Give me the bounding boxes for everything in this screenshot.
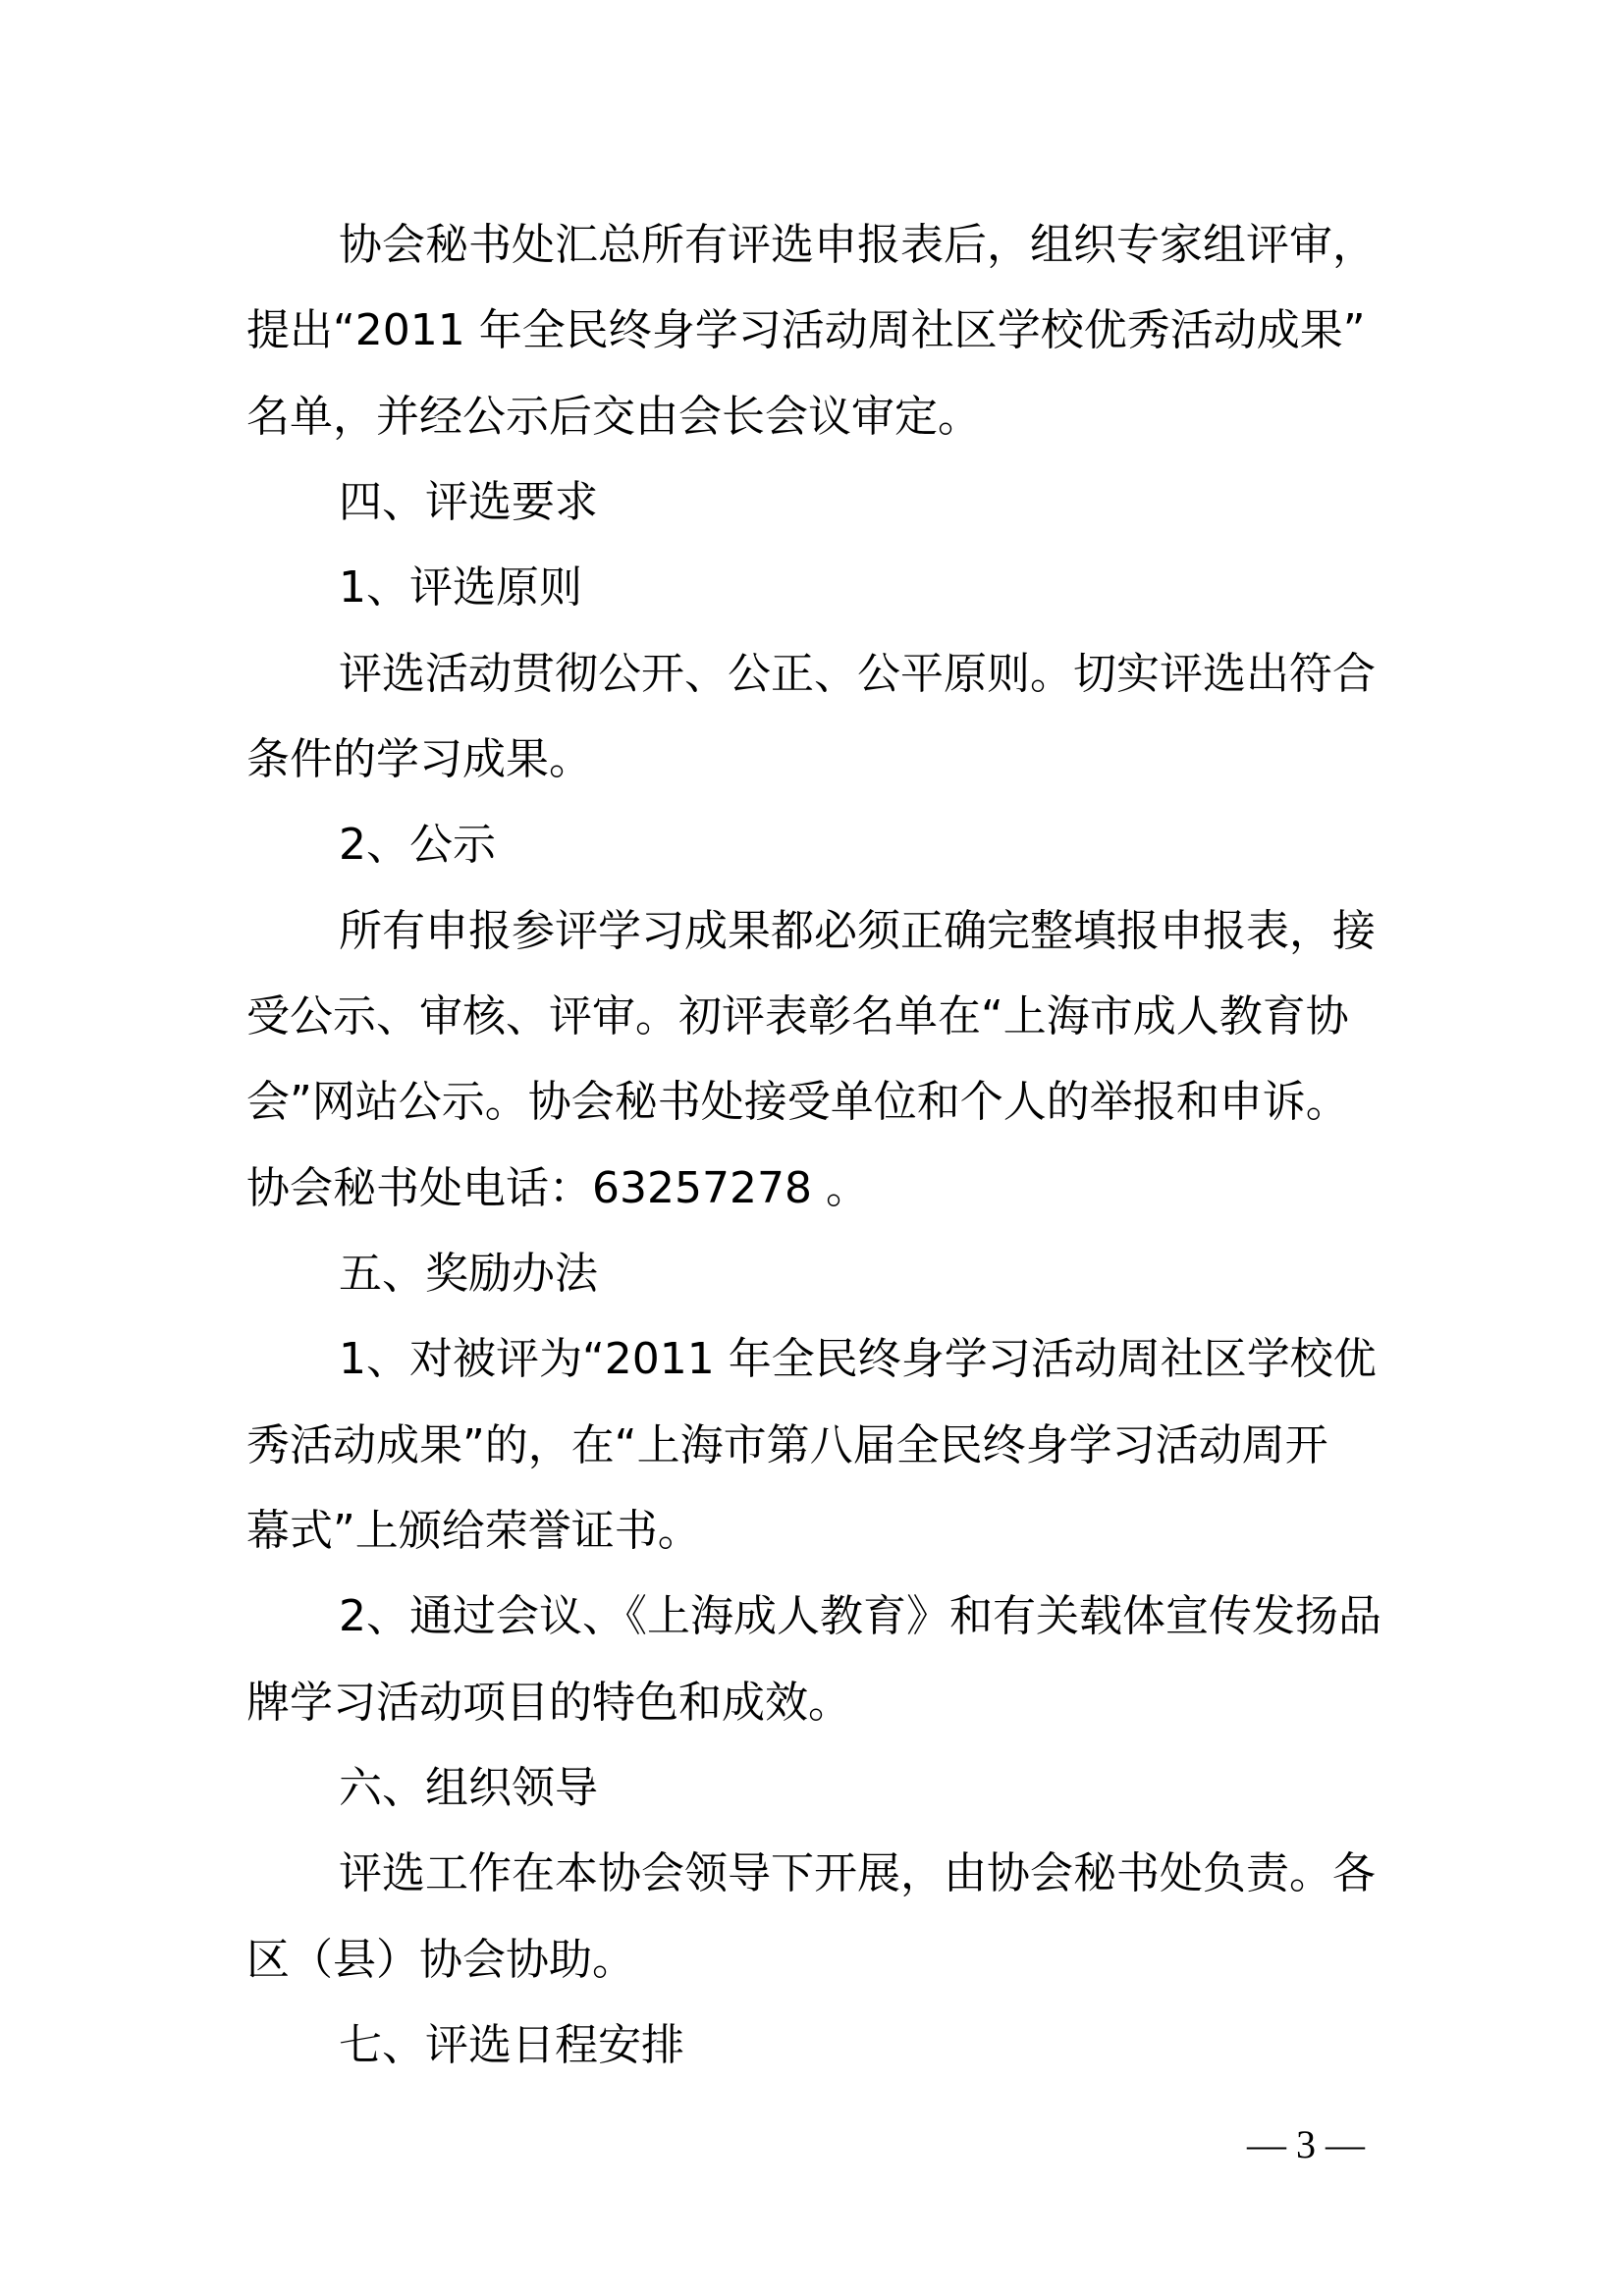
paragraph-text: 协会秘书处汇总所有评选申报表后，组织专家组评审， <box>339 220 1376 270</box>
paragraph-line <box>0 1840 1624 1908</box>
section-heading <box>0 1240 1624 1308</box>
paragraph-text: 协会秘书处电话：63257278 。 <box>246 1163 869 1213</box>
heading-text: 七、评选日程安排 <box>339 2020 684 2070</box>
paragraph-text: 条件的学习成果。 <box>246 734 592 784</box>
section-heading <box>0 1754 1624 1823</box>
paragraph-line <box>0 1669 1624 1737</box>
paragraph-line <box>0 725 1624 794</box>
paragraph-text: 会”网站公示。协会秘书处接受单位和个人的举报和申诉。 <box>246 1077 1349 1127</box>
paragraph-text: 评选活动贯彻公开、公正、公平原则。切实评选出符合 <box>339 649 1376 699</box>
paragraph-line <box>0 1926 1624 1995</box>
section-heading <box>0 468 1624 537</box>
paragraph-text: 名单，并经公示后交由会长会议审定。 <box>246 392 981 442</box>
paragraph-text: 区（县）协会协助。 <box>246 1935 635 1985</box>
paragraph-line <box>0 1412 1624 1480</box>
paragraph-line <box>0 1068 1624 1137</box>
paragraph-text: 牌学习活动项目的特色和成效。 <box>246 1678 851 1728</box>
paragraph-text: 所有申报参评学习成果都必须正确完整填报申报表，接 <box>339 906 1376 956</box>
paragraph-line <box>0 383 1624 452</box>
paragraph-line <box>0 897 1624 966</box>
paragraph-text: 1、对被评为“2011 年全民终身学习活动周社区学校优 <box>339 1334 1377 1384</box>
paragraph-line <box>0 1582 1624 1651</box>
paragraph-text: 秀活动成果”的，在“上海市第八届全民终身学习活动周开 <box>246 1420 1328 1470</box>
paragraph-line <box>0 296 1624 365</box>
paragraph-line <box>0 983 1624 1051</box>
heading-text: 2、公示 <box>339 820 496 870</box>
paragraph-text: 受公示、审核、评审。初评表彰名单在“上海市成人教育协 <box>246 991 1349 1041</box>
paragraph-line <box>0 1154 1624 1223</box>
heading-text: 五、奖励办法 <box>339 1249 598 1299</box>
paragraph-line <box>0 1497 1624 1566</box>
paragraph-text: 提出“2011 年全民终身学习活动周社区学校优秀活动成果” <box>246 305 1366 355</box>
page-number: — 3 — <box>1247 2122 1365 2166</box>
subsection-heading <box>0 554 1624 622</box>
heading-text: 六、组织领导 <box>339 1763 598 1813</box>
section-heading <box>0 2011 1624 2080</box>
paragraph-line <box>0 1325 1624 1394</box>
paragraph-line <box>0 640 1624 709</box>
paragraph-text: 评选工作在本协会领导下开展，由协会秘书处负责。各 <box>339 1848 1376 1898</box>
heading-text: 1、评选原则 <box>339 562 582 613</box>
paragraph-text: 幕式”上颁给荣誉证书。 <box>246 1506 701 1556</box>
subsection-heading <box>0 811 1624 880</box>
paragraph-text: 2、通过会议、《上海成人教育》和有关载体宣传发扬品 <box>339 1591 1381 1641</box>
heading-text: 四、评选要求 <box>339 477 598 527</box>
paragraph-line <box>0 211 1624 280</box>
